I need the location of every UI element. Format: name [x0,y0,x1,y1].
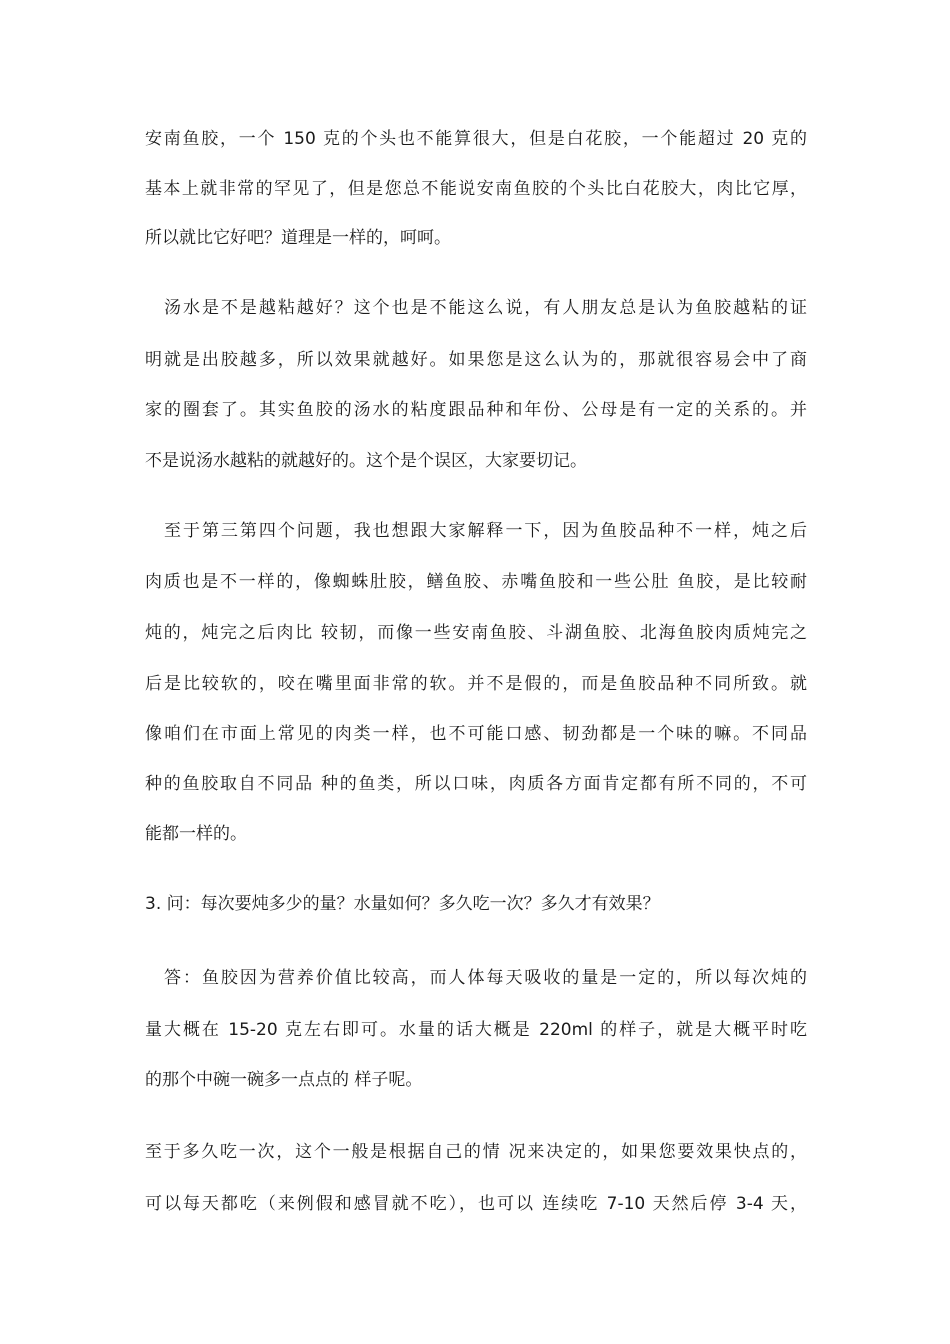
answer-3-line-3: 的那个中碗一碗多一点点的 样子呢。 [145,1070,423,1090]
p3-line-3: 炖的，炖完之后肉比 较韧，而像一些安南鱼胶、斗湖鱼胶、北海鱼胶肉质炖完之 [145,623,807,643]
answer-3-line-2: 量大概在 15-20 克左右即可。水量的话大概是 220ml 的样子，就是大概平时吃 [145,1020,807,1040]
p3-line-7: 能都一样的。 [145,824,247,844]
p2-line-2: 明就是出胶越多，所以效果就越好。如果您是这么认为的，那就很容易会中了商 [145,350,807,370]
p4-line-2: 可以每天都吃（来例假和感冒就不吃），也可以 连续吃 7-10 天然后停 3-4 天， [145,1194,807,1214]
p2-line-3: 家的圈套了。其实鱼胶的汤水的粘度跟品种和年份、公母是有一定的关系的。并 [145,400,807,420]
p1-line-2: 基本上就非常的罕见了，但是您总不能说安南鱼胶的个头比白花胶大，肉比它厚， [145,179,807,199]
p1-line-1: 安南鱼胶，一个 150 克的个头也不能算很大，但是白花胶，一个能超过 20 克的 [145,129,807,149]
p3-line-4: 后是比较软的，咬在嘴里面非常的软。并不是假的，而是鱼胶品种不同所致。就 [145,674,807,694]
p3-line-5: 像咱们在市面上常见的肉类一样，也不可能口感、韧劲都是一个味的嘛。不同品 [145,724,807,744]
p3-line-2: 肉质也是不一样的，像蜘蛛肚胶，鳝鱼胶、赤嘴鱼胶和一些公肚 鱼胶，是比较耐 [145,572,807,592]
answer-3-line-1: 答：鱼胶因为营养价值比较高，而人体每天吸收的量是一定的，所以每次炖的 [164,968,807,988]
p2-line-1: 汤水是不是越粘越好？这个也是不能这么说，有人朋友总是认为鱼胶越粘的证 [164,298,807,318]
p2-line-4: 不是说汤水越粘的就越好的。这个是个误区，大家要切记。 [145,451,587,471]
p1-line-3: 所以就比它好吧？道理是一样的，呵呵。 [145,228,451,248]
p4-line-1: 至于多久吃一次，这个一般是根据自己的情 况来决定的，如果您要效果快点的， [145,1142,807,1162]
question-3: 3. 问：每次要炖多少的量？水量如何？多久吃一次？多久才有效果？ [145,894,660,914]
p3-line-1: 至于第三第四个问题，我也想跟大家解释一下，因为鱼胶品种不一样，炖之后 [164,521,807,541]
p3-line-6: 种的鱼胶取自不同品 种的鱼类，所以口味，肉质各方面肯定都有所不同的，不可 [145,774,807,794]
